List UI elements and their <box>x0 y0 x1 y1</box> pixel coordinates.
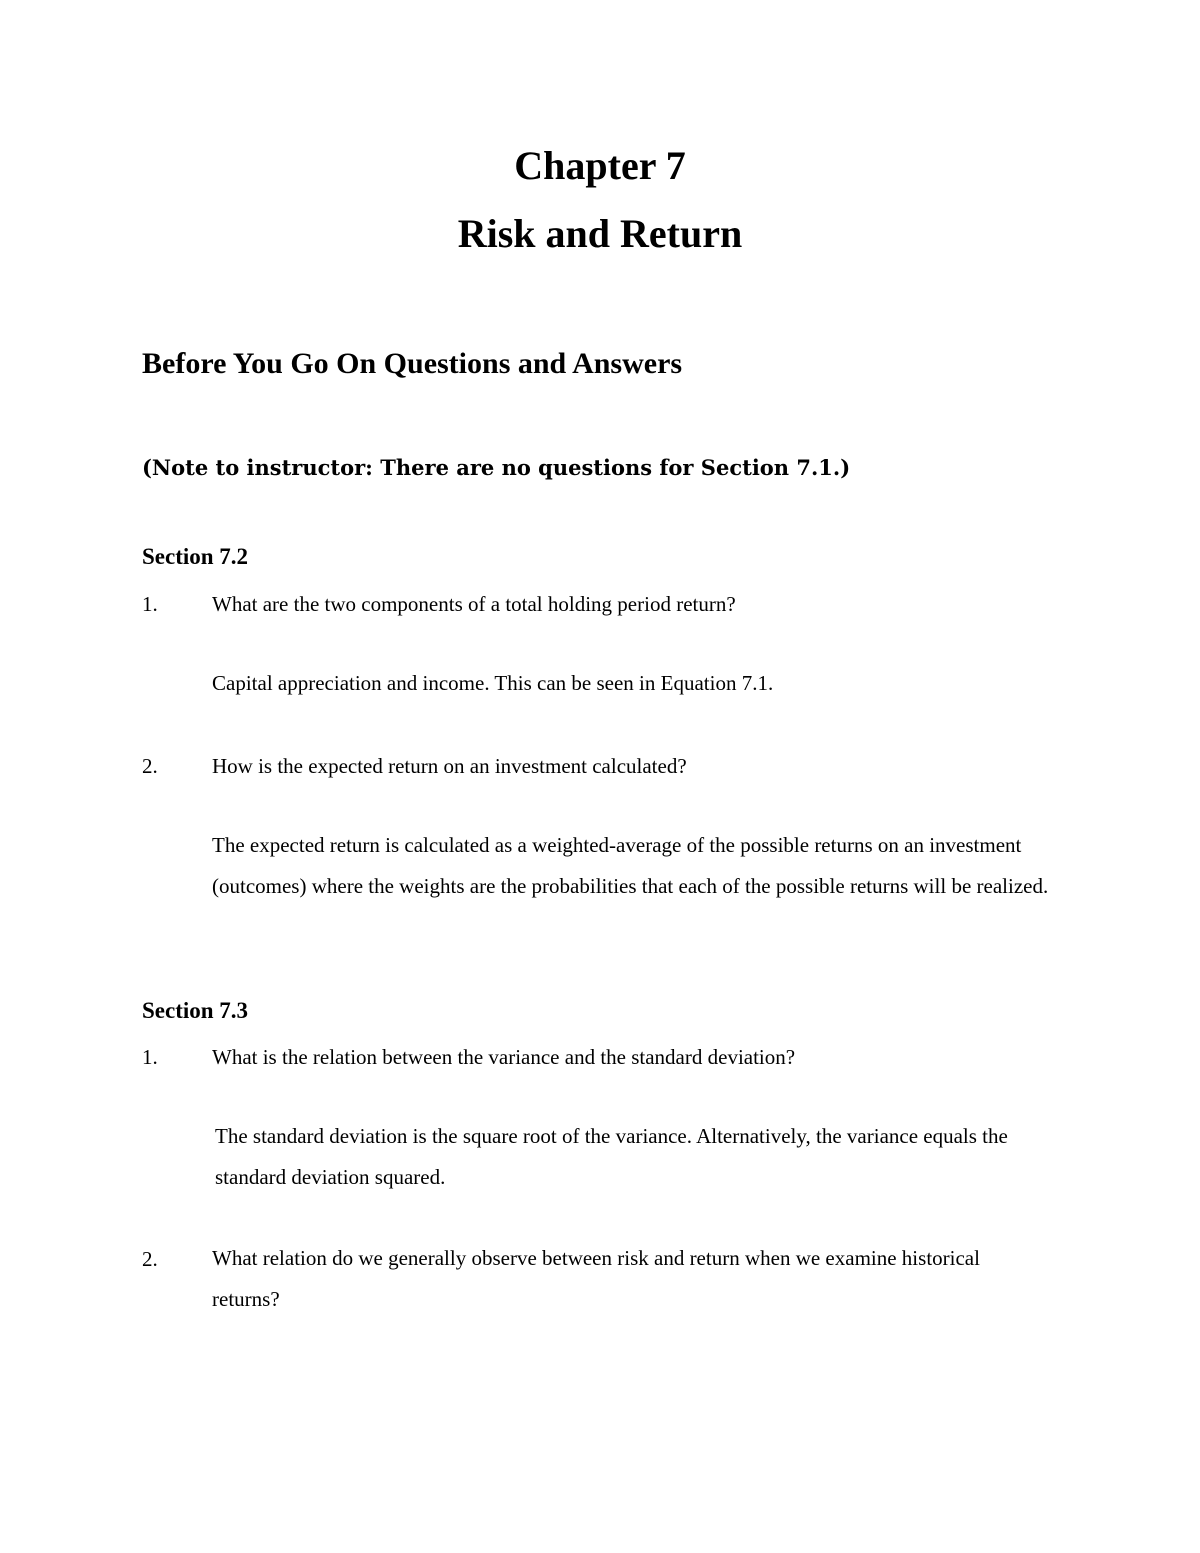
question-number: 2. <box>142 754 158 778</box>
question-text: What is the relation between the variance and the standard deviation? <box>212 1045 796 1069</box>
answer-text: The standard deviation is the square root of the variance. Alternatively, the variance equals the standard deviation squared. <box>215 1124 1008 1189</box>
question-number: 2. <box>142 1247 158 1271</box>
question-text: How is the expected return on an investment calculated? <box>212 754 687 778</box>
chapter-number: Chapter 7 <box>514 143 686 188</box>
answer-text: Capital appreciation and income. This can be seen in Equation 7.1. <box>212 671 774 695</box>
question-number: 1. <box>142 1045 158 1069</box>
section-heading-7-2: Section 7.2 <box>142 544 249 569</box>
answer-text: The expected return is calculated as a weighted-average of the possible returns on an investment (outcomes) where the weights are the probabilities that each of the possible returns will be realized. <box>212 833 1049 898</box>
section-heading-7-3: Section 7.3 <box>142 998 249 1023</box>
question-text: What relation do we generally observe between risk and return when we examine historical returns? <box>212 1246 980 1311</box>
question-text: What are the two components of a total holding period return? <box>212 592 736 616</box>
instructor-note: (Note to instructor: There are no questions for Section 7.1.) <box>142 455 851 480</box>
page-heading: Before You Go On Questions and Answers <box>142 347 683 380</box>
question-number: 1. <box>142 592 158 616</box>
chapter-title: Risk and Return <box>457 211 743 256</box>
